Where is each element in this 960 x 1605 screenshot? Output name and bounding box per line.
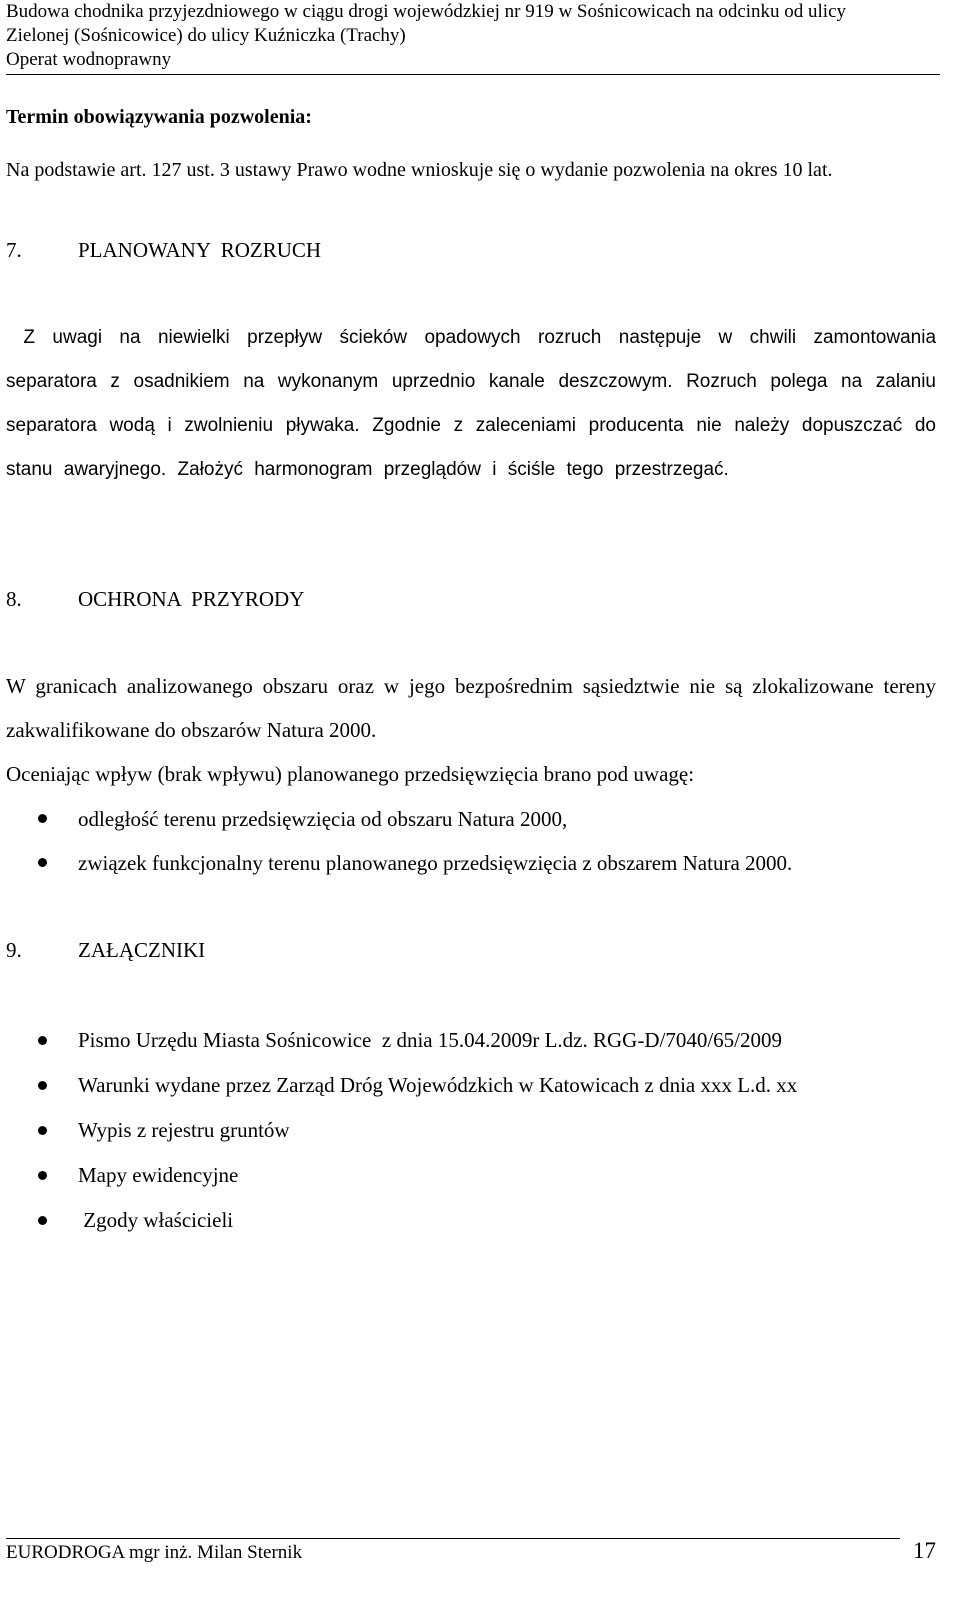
permit-term-title: Termin obowiązywania pozwolenia:: [6, 106, 312, 128]
section-8-paragraph-2: Oceniając wpływ (brak wpływu) planowanego przedsięwzięcia brano pod uwagę:: [6, 762, 695, 786]
section-9-attachments-list: [0, 1018, 940, 1243]
header-project-title-line-2: Zielonej (Sośnicowice) do ulicy Kuźniczka (Trachy): [6, 25, 406, 46]
bullet-dot: [38, 814, 47, 823]
bullet-dot: [38, 1171, 47, 1180]
header-document-type: Operat wodnoprawny: [6, 49, 172, 70]
bullet-dot: [38, 1126, 47, 1135]
section-8-criteria-list: [0, 797, 940, 885]
list-item-text: związek funkcjonalny terenu planowanego przedsięwzięcia z obszarem Natura 2000.: [78, 851, 793, 875]
list-item: [0, 1018, 940, 1063]
footer-divider: [6, 1538, 900, 1539]
list-item: [0, 1153, 940, 1198]
section-9-number: 9.: [6, 938, 22, 962]
section-7-title: PLANOWANY ROZRUCH: [78, 238, 322, 262]
bullet-dot: [38, 1036, 47, 1045]
section-9-heading: [6, 938, 205, 963]
section-8-title: OCHRONA PRZYRODY: [78, 587, 305, 611]
list-item: [0, 1108, 940, 1153]
page-number: 17: [913, 1538, 936, 1563]
bullet-dot: [38, 858, 47, 867]
list-item: [0, 1063, 940, 1108]
section-8-heading: [6, 587, 304, 612]
header-project-title-line-1: Budowa chodnika przyjezdniowego w ciągu drogi wojewódzkiej nr 919 w Sośnicowicach na odcinku od ulicy: [6, 1, 847, 22]
page-header: [6, 0, 940, 75]
list-item-text: Warunki wydane przez Zarząd Dróg Wojewódzkich w Katowicach z dnia xxx L.d. xx: [78, 1073, 798, 1097]
list-item: [0, 797, 940, 841]
section-8-paragraph-1: W granicach analizowanego obszaru oraz w jego bezpośrednim sąsiedztwie nie są zlokalizowane tereny zakwalifikowane do obszarów Natura 2000.: [6, 674, 936, 742]
section-7-heading: [6, 238, 321, 263]
permit-term-text: Na podstawie art. 127 ust. 3 ustawy Prawo wodne wnioskuje się o wydanie pozwolenia na okres 10 lat.: [6, 159, 833, 181]
section-8-number: 8.: [6, 587, 22, 611]
list-item: [0, 841, 940, 885]
list-item-text: Zgody właścicieli: [78, 1208, 234, 1232]
section-9-title: ZAŁĄCZNIKI: [78, 938, 206, 962]
bullet-dot: [38, 1081, 47, 1090]
list-item-text: Pismo Urzędu Miasta Sośnicowice z dnia 15.04.2009r L.dz. RGG-D/7040/65/2009: [78, 1028, 782, 1052]
list-item-text: odległość terenu przedsięwzięcia od obszaru Natura 2000,: [78, 807, 568, 831]
list-item: [0, 1198, 940, 1243]
section-7-number: 7.: [6, 238, 22, 262]
footer-author: EURODROGA mgr inż. Milan Sternik: [6, 1542, 303, 1563]
list-item-text: Mapy ewidencyjne: [78, 1163, 239, 1187]
section-7-paragraph: Z uwagi na niewielki przepływ ścieków opadowych rozruch następuje w chwili zamontowania separatora z osadnikiem na wykonanym uprzednio kanale deszczowym. Rozruch polega na zalaniu separatora wodą i zwolnieniu pływaka. Zgodnie z zaleceniami producenta nie należy dopuszczać do stanu awaryjnego. Założyć harmonogram przeglądów i ściśle tego przestrzegać.: [6, 327, 948, 480]
list-item-text: Wypis z rejestru gruntów: [78, 1118, 290, 1142]
bullet-dot: [38, 1216, 47, 1225]
